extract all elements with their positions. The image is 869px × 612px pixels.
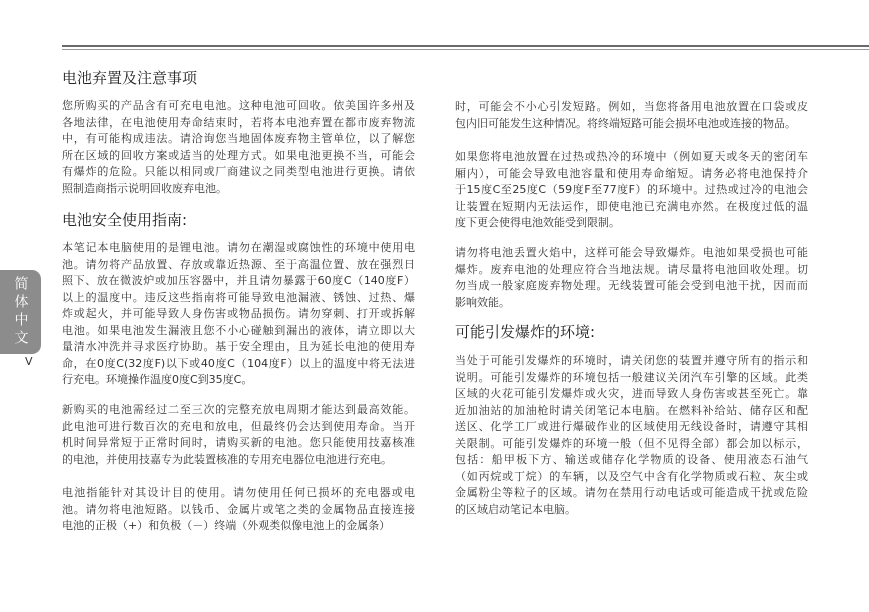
text-line: 本笔记本电脑使用的是锂电池。请勿在潮湿或腐蚀性的环境中使用电 <box>62 241 415 254</box>
text-line: 电池的正极（+）和负极（－）终端（外观类似像电池上的金属条） <box>62 519 391 532</box>
text-line: 厢内），可能会导致电池容量和使用寿命缩短。请务必将电池保持介 <box>455 166 808 180</box>
paragraph-short-circuit <box>455 99 808 132</box>
text-line: 的区域启动笔记本电脑。 <box>455 502 576 516</box>
paragraph-temperature <box>455 149 808 232</box>
text-line: 中，有可能构成违法。请洽询您当地固体废弃物主管单位，以了解您 <box>62 132 415 145</box>
text-line: 包括：船甲板下方、输送或储存化学物质的设备、使用液态石油气 <box>455 453 808 466</box>
paragraph-battery-safety <box>62 240 415 389</box>
text-line: 的电池，并使用技嘉专为此装置核准的专用充电器位电池进行充电。 <box>62 452 392 466</box>
text-line: 照制造商指示说明回收废弃电池。 <box>62 181 227 195</box>
text-line: 各地法律，在电池使用寿命结束时，若将本电池弃置在都市废弃物流 <box>62 115 415 129</box>
text-line: 让装置在短期内无法运作，即使电池已充满电亦然。在极度过低的温 <box>455 199 808 213</box>
text-line: 照下、放在微波炉或加压容器中，并且请勿暴露于60度C（140度F） <box>62 274 415 287</box>
text-line: 影响效能。 <box>455 295 510 309</box>
text-line: 您所购买的产品含有可充电电池。这种电池可回收。依美国许多州及 <box>62 99 415 112</box>
right-column <box>455 0 808 612</box>
language-tab-label: 简体中文 <box>12 276 29 348</box>
text-line: 新购买的电池需经过二至三次的完整充放电周期才能达到最高效能。 <box>62 403 415 416</box>
text-line: 时，可能会不小心引发短路。例如，当您将备用电池放置在口袋或皮 <box>455 100 808 113</box>
text-line: 量清水冲洗并寻求医疗协助。基于安全理由，且为延长电池的使用寿 <box>62 340 415 353</box>
text-line: 机时间异常短于正常时间时，请购买新的电池。您只能使用技嘉核准 <box>62 436 415 449</box>
text-line: 池。请勿将产品放置、存放或靠近热源、至于高温位置、放在强烈日 <box>62 257 415 271</box>
text-line: 如果您将电池放置在过热或热冷的环境中（例如夏天或冬天的密闭车 <box>455 150 808 163</box>
language-side-tab[interactable] <box>0 270 41 354</box>
text-line: 行充电。环境操作温度0度C到35度C。 <box>62 373 253 386</box>
text-line: 勿当成一般家庭废弃物处理。无线装置可能会受到电池干扰，因而而 <box>455 279 808 292</box>
left-column <box>62 0 415 612</box>
text-line: 请勿将电池丢置火焰中，这样可能会导致爆炸。电池如果受损也可能 <box>455 246 808 259</box>
page-number: V <box>25 355 33 368</box>
paragraph-battery-use <box>62 485 415 535</box>
text-line: 送区、化学工厂或进行爆破作业的区域使用无线设备时，请遵守其相 <box>455 420 808 433</box>
section-heading-battery-disposal: 电池弃置及注意事项 <box>62 69 198 87</box>
text-line: 池。请勿将电池短路。以钱币、金属片或笔之类的金属物品直接连接 <box>62 502 415 516</box>
text-line: 区域的火花可能引发爆炸或火灾，进而导致人身伤害或甚至死亡。靠 <box>455 387 808 400</box>
text-line: 有爆炸的危险。只能以相同或厂商建议之同类型电池进行更换。请依 <box>62 165 415 178</box>
text-line: 以上的温度中。违反这些指南将可能导致电池漏液、锈蚀、过热、爆 <box>62 290 415 304</box>
paragraph-new-battery <box>62 402 415 468</box>
text-line: 于15度C至25度C（59度F至77度F）的环境中。过热或过冷的电池会 <box>455 183 808 196</box>
text-line: 命，在0度C(32度F)以下或40度C（104度F）以上的温度中将无法进 <box>62 356 415 370</box>
text-line: 近加油站的加油枪时请关闭笔记本电脑。在燃料补给站、储存区和配 <box>455 403 808 417</box>
paragraph-fire <box>455 245 808 311</box>
text-line: 当处于可能引发爆炸的环境时，请关闭您的装置并遵守所有的指示和 <box>455 354 808 367</box>
text-line: 电池指能针对其设计目的使用。请勿使用任何已损坏的充电器或电 <box>62 486 415 499</box>
text-line: 炸或起火，并可能导致人身伤害或物品损伤。请勿穿刺、打开或拆解 <box>62 307 415 320</box>
text-line: 度下更会使得电池效能受到限制。 <box>455 216 620 229</box>
text-line: （如丙烷或丁烷）的车辆，以及空气中含有化学物质或石粒、灰尘或 <box>455 469 808 483</box>
text-line: 电池。如果电池发生漏液且您不小心碰触到漏出的液体，请立即以大 <box>62 323 415 337</box>
section-heading-explosive-environment: 可能引发爆炸的环境: <box>455 323 596 341</box>
text-line: 包内旧可能发生这种情况。将终端短路可能会损坏电池或连接的物品。 <box>455 116 796 130</box>
text-line: 爆炸。废弃电池的处理应符合当地法规。请尽量将电池回收处理。切 <box>455 262 808 276</box>
text-line: 金属粉尘等粒子的区域。请勿在禁用行动电话或可能造成干扰或危险 <box>455 486 808 499</box>
paragraph-explosive-environment <box>455 353 808 518</box>
text-line: 说明。可能引发爆炸的环境包括一般建议关闭汽车引擎的区域。此类 <box>455 370 808 384</box>
text-line: 所在区域的回收方案或适当的处理方式。如果电池更换不当，可能会 <box>62 148 415 162</box>
section-heading-battery-safety: 电池安全使用指南: <box>62 211 188 229</box>
paragraph-battery-disposal <box>62 98 415 197</box>
text-line: 关限制。可能引发爆炸的环境一般（但不见得全部）都会加以标示， <box>455 436 808 450</box>
text-line: 此电池可进行数百次的充电和放电，但最终仍会达到使用寿命。当开 <box>62 419 415 433</box>
